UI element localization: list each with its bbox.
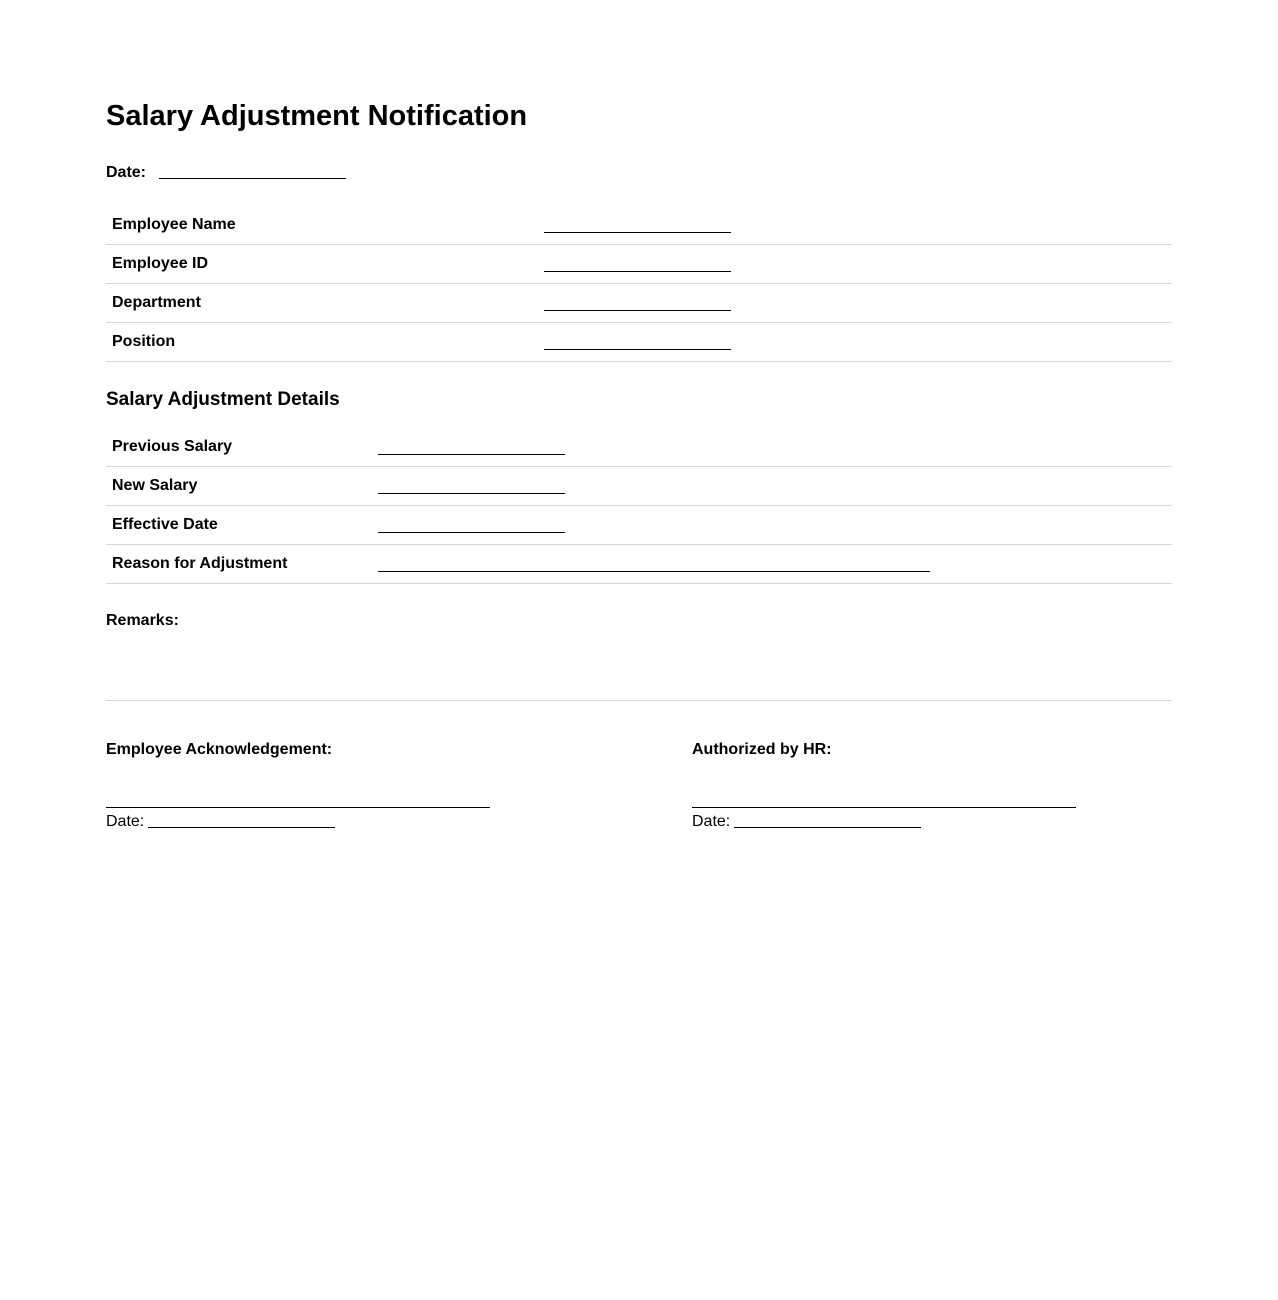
department-row [106, 284, 1172, 323]
employee-date-row [106, 809, 335, 831]
employee-id-row [106, 245, 1172, 284]
adjustment-section-title: Salary Adjustment Details [106, 389, 340, 410]
employee-signature-line[interactable] [106, 807, 490, 808]
department-label: Department [112, 294, 201, 311]
reason-row [106, 545, 1172, 584]
employee-name-label: Employee Name [112, 216, 236, 233]
hr-date-row [692, 809, 921, 831]
employee-id-blank[interactable] [544, 271, 731, 272]
employee-date-blank[interactable] [148, 811, 335, 828]
hr-signature-line[interactable] [692, 807, 1076, 808]
position-label: Position [112, 333, 176, 350]
hr-date-label: Date: [692, 813, 731, 830]
reason-label: Reason for Adjustment [112, 555, 288, 572]
position-blank[interactable] [544, 349, 731, 350]
document-date-row [106, 160, 346, 182]
reason-blank[interactable] [378, 571, 930, 572]
new-salary-blank[interactable] [378, 493, 565, 494]
effective-date-blank[interactable] [378, 532, 565, 533]
effective-date-row [106, 506, 1172, 545]
employee-name-row [106, 206, 1172, 245]
employee-info-table [106, 206, 1172, 362]
previous-salary-blank[interactable] [378, 454, 565, 455]
new-salary-label: New Salary [112, 477, 198, 494]
position-row [106, 323, 1172, 362]
employee-signature-block [106, 741, 526, 830]
employee-name-blank[interactable] [544, 232, 731, 233]
employee-id-label: Employee ID [112, 255, 209, 272]
remarks-label: Remarks: [106, 612, 179, 629]
page-title: Salary Adjustment Notification [106, 100, 528, 132]
hr-authorized-label: Authorized by HR: [692, 741, 832, 758]
employee-date-label: Date: [106, 813, 145, 830]
employee-ack-label: Employee Acknowledgement: [106, 741, 333, 758]
department-blank[interactable] [544, 310, 731, 311]
document-date-blank[interactable] [159, 162, 346, 179]
new-salary-row [106, 467, 1172, 506]
hr-signature-block [692, 741, 1112, 830]
hr-date-blank[interactable] [734, 811, 921, 828]
adjustment-table [106, 428, 1172, 584]
previous-salary-row [106, 428, 1172, 467]
document-date-label: Date: [106, 164, 147, 181]
effective-date-label: Effective Date [112, 516, 218, 533]
remarks-divider [106, 700, 1172, 701]
previous-salary-label: Previous Salary [112, 438, 233, 455]
